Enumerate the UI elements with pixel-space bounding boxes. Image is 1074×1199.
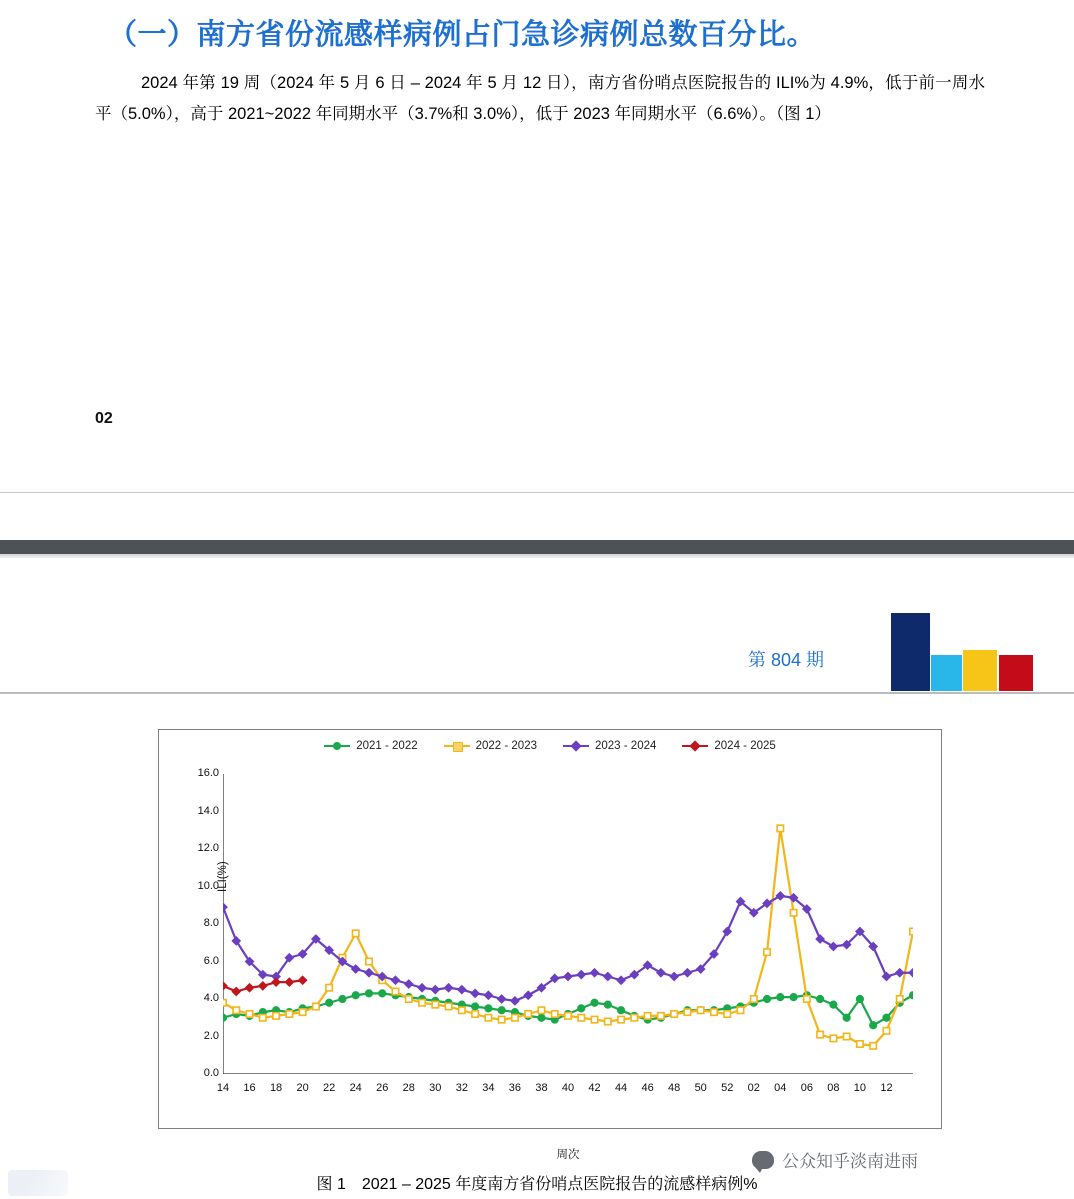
series-marker-0 bbox=[379, 990, 386, 997]
series-marker-1 bbox=[817, 1031, 823, 1037]
series-marker-1 bbox=[246, 1011, 252, 1017]
series-marker-1 bbox=[870, 1043, 876, 1049]
x-tick-label: 24 bbox=[349, 1082, 362, 1094]
series-marker-1 bbox=[299, 1009, 305, 1015]
series-marker-1 bbox=[737, 1007, 743, 1013]
y-tick-label: 10.0 bbox=[197, 879, 219, 892]
body-paragraph bbox=[95, 68, 985, 130]
watermark-text: 公众知乎淡南进雨 bbox=[782, 1152, 918, 1171]
series-marker-2 bbox=[351, 965, 359, 973]
series-marker-2 bbox=[564, 972, 572, 980]
series-marker-1 bbox=[352, 930, 358, 936]
chart-plot-area bbox=[197, 767, 913, 1161]
series-marker-1 bbox=[406, 996, 412, 1002]
x-tick-label: 44 bbox=[614, 1082, 628, 1094]
series-marker-1 bbox=[565, 1013, 571, 1019]
series-marker-0 bbox=[538, 1014, 545, 1021]
series-marker-1 bbox=[445, 1003, 451, 1009]
document-page-bottom bbox=[0, 558, 1074, 1199]
series-marker-1 bbox=[326, 985, 332, 991]
page-number: 02 bbox=[95, 410, 113, 427]
series-marker-2 bbox=[896, 969, 904, 977]
x-tick-label: 18 bbox=[269, 1082, 283, 1094]
legend-item-2024-2025 bbox=[682, 740, 775, 752]
series-marker-0 bbox=[591, 999, 598, 1006]
figure-caption: 图 1 2021 – 2025 年度南方省份哨点医院报告的流感样病例% bbox=[316, 1176, 758, 1193]
series-marker-1 bbox=[233, 1007, 239, 1013]
series-marker-1 bbox=[459, 1007, 465, 1013]
series-marker-1 bbox=[724, 1011, 730, 1017]
flag-red-icon bbox=[999, 655, 1033, 691]
x-tick-label: 30 bbox=[429, 1082, 442, 1094]
header-divider bbox=[0, 692, 1074, 694]
y-tick-label: 6.0 bbox=[203, 954, 219, 967]
y-tick-label: 4.0 bbox=[203, 992, 219, 1004]
series-marker-1 bbox=[897, 996, 903, 1002]
series-marker-3 bbox=[223, 982, 227, 990]
x-tick-label: 04 bbox=[774, 1082, 787, 1094]
series-marker-1 bbox=[804, 996, 810, 1002]
series-marker-0 bbox=[777, 994, 784, 1001]
y-tick-label: 16.0 bbox=[197, 767, 219, 779]
x-tick-label: 22 bbox=[323, 1082, 336, 1094]
legend-swatch-2022-2023 bbox=[444, 745, 470, 747]
series-marker-2 bbox=[670, 972, 678, 980]
legend-label: 2023 - 2024 bbox=[595, 740, 657, 752]
series-marker-2 bbox=[683, 969, 691, 977]
x-tick-label: 12 bbox=[880, 1082, 893, 1094]
legend-item-2022-2023 bbox=[444, 740, 537, 752]
series-marker-1 bbox=[671, 1011, 677, 1017]
legend-item-2021-2022 bbox=[324, 740, 417, 752]
series-marker-1 bbox=[260, 1015, 266, 1021]
watermark bbox=[752, 1147, 918, 1172]
x-tick-label: 36 bbox=[508, 1082, 522, 1094]
series-marker-2 bbox=[776, 892, 784, 900]
legend-item-2023-2024 bbox=[563, 740, 656, 752]
series-marker-2 bbox=[405, 980, 413, 988]
series-marker-1 bbox=[392, 988, 398, 994]
series-marker-3 bbox=[232, 987, 240, 995]
series-marker-0 bbox=[472, 1003, 479, 1010]
legend-swatch-2024-2025 bbox=[682, 745, 708, 747]
series-marker-0 bbox=[763, 995, 770, 1002]
x-tick-label: 28 bbox=[402, 1082, 415, 1094]
x-tick-label: 26 bbox=[376, 1082, 389, 1094]
series-marker-2 bbox=[882, 972, 890, 980]
series-marker-0 bbox=[843, 1014, 850, 1021]
series-marker-2 bbox=[497, 995, 505, 1003]
series-marker-1 bbox=[697, 1007, 703, 1013]
y-axis-title: ILI(%) bbox=[217, 861, 229, 892]
series-marker-1 bbox=[485, 1015, 491, 1021]
series-marker-1 bbox=[631, 1015, 637, 1021]
series-marker-1 bbox=[777, 825, 783, 831]
series-marker-2 bbox=[577, 970, 585, 978]
series-marker-0 bbox=[339, 995, 346, 1002]
x-tick-label: 50 bbox=[694, 1082, 707, 1094]
series-marker-1 bbox=[658, 1013, 664, 1019]
legend-label: 2024 - 2025 bbox=[714, 740, 776, 752]
flag-cyan-icon bbox=[931, 655, 962, 691]
x-tick-label: 16 bbox=[243, 1082, 256, 1094]
series-marker-0 bbox=[830, 1001, 837, 1008]
series-marker-0 bbox=[604, 1001, 611, 1008]
series-marker-2 bbox=[431, 985, 439, 993]
series-marker-1 bbox=[883, 1028, 889, 1034]
series-marker-2 bbox=[484, 991, 492, 999]
series-marker-0 bbox=[365, 990, 372, 997]
series-marker-1 bbox=[578, 1015, 584, 1021]
y-tick-label: 12.0 bbox=[197, 842, 219, 854]
series-marker-1 bbox=[223, 1000, 226, 1006]
series-marker-3 bbox=[298, 976, 306, 984]
x-tick-label: 20 bbox=[296, 1082, 309, 1094]
series-marker-1 bbox=[273, 1013, 279, 1019]
x-tick-label: 34 bbox=[482, 1082, 495, 1094]
series-marker-2 bbox=[604, 972, 612, 980]
series-marker-2 bbox=[909, 969, 913, 977]
series-marker-1 bbox=[366, 958, 372, 964]
series-marker-1 bbox=[591, 1016, 597, 1022]
series-marker-0 bbox=[909, 992, 913, 999]
series-marker-2 bbox=[444, 984, 452, 992]
page-gap bbox=[0, 493, 1074, 540]
legend-label: 2022 - 2023 bbox=[475, 740, 537, 752]
series-marker-1 bbox=[498, 1016, 504, 1022]
series-marker-2 bbox=[524, 991, 532, 999]
corner-decoration bbox=[8, 1170, 68, 1196]
series-marker-1 bbox=[419, 1000, 425, 1006]
series-marker-0 bbox=[790, 994, 797, 1001]
series-marker-1 bbox=[286, 1011, 292, 1017]
series-marker-2 bbox=[418, 984, 426, 992]
series-marker-1 bbox=[552, 1011, 558, 1017]
series-marker-3 bbox=[245, 984, 253, 992]
issue-label: 第 804 期 bbox=[748, 650, 825, 670]
series-marker-0 bbox=[498, 1007, 505, 1014]
series-marker-1 bbox=[313, 1003, 319, 1009]
series-marker-1 bbox=[644, 1013, 650, 1019]
series-marker-1 bbox=[830, 1035, 836, 1041]
x-tick-label: 32 bbox=[455, 1082, 468, 1094]
series-marker-1 bbox=[751, 996, 757, 1002]
series-marker-1 bbox=[525, 1011, 531, 1017]
flag-gold-icon bbox=[963, 650, 997, 691]
series-marker-3 bbox=[272, 978, 280, 986]
x-tick-label: 38 bbox=[535, 1082, 548, 1094]
series-marker-2 bbox=[816, 935, 824, 943]
series-marker-1 bbox=[857, 1041, 863, 1047]
series-marker-0 bbox=[352, 992, 359, 999]
document-page-top bbox=[0, 0, 1074, 500]
wechat-icon bbox=[752, 1151, 774, 1169]
series-marker-2 bbox=[617, 976, 625, 984]
series-marker-0 bbox=[617, 1007, 624, 1014]
chart-svg bbox=[223, 774, 913, 1074]
page-title: （一）南方省份流感样病例占门急诊病例总数百分比。 bbox=[108, 19, 817, 51]
series-marker-0 bbox=[326, 999, 333, 1006]
legend-swatch-2021-2022 bbox=[324, 745, 350, 747]
legend-label: 2021 - 2022 bbox=[356, 740, 418, 752]
page-separator-band bbox=[0, 540, 1074, 554]
y-tick-label: 8.0 bbox=[203, 917, 219, 929]
series-marker-1 bbox=[843, 1033, 849, 1039]
series-marker-0 bbox=[856, 995, 863, 1002]
series-marker-1 bbox=[472, 1011, 478, 1017]
chart-legend bbox=[159, 740, 941, 752]
y-tick-label: 2.0 bbox=[203, 1029, 219, 1042]
series-marker-0 bbox=[578, 1005, 585, 1012]
series-marker-2 bbox=[657, 969, 665, 977]
series-marker-1 bbox=[432, 1001, 438, 1007]
series-marker-1 bbox=[790, 910, 796, 916]
y-tick-label: 14.0 bbox=[197, 804, 219, 817]
series-marker-2 bbox=[365, 969, 373, 977]
x-tick-label: 46 bbox=[641, 1082, 654, 1094]
series-marker-1 bbox=[605, 1018, 611, 1024]
series-marker-1 bbox=[910, 928, 913, 934]
series-marker-2 bbox=[511, 997, 519, 1005]
x-tick-label: 08 bbox=[827, 1082, 840, 1094]
paragraph-text: 2024 年第 19 周（2024 年 5 月 6 日 – 2024 年 5 月 12 日），南方省份哨点医院报告的 ILI%为 4.9%，低于前一周水平（5.0%），高于 2021~2022 年同期水平（3.7%和 3.0%），低于 2023 年同期水平（6.6%）。（图 1） bbox=[95, 74, 985, 123]
series-marker-0 bbox=[870, 1022, 877, 1029]
series-marker-0 bbox=[223, 1014, 227, 1021]
x-tick-label: 40 bbox=[561, 1082, 575, 1094]
series-marker-2 bbox=[458, 985, 466, 993]
series-marker-1 bbox=[538, 1007, 544, 1013]
series-marker-3 bbox=[259, 982, 267, 990]
series-marker-1 bbox=[684, 1009, 690, 1015]
y-tick-label: 0.0 bbox=[203, 1067, 219, 1079]
x-tick-label: 48 bbox=[668, 1082, 681, 1094]
x-axis-title: 周次 bbox=[556, 1149, 580, 1161]
series-marker-2 bbox=[391, 976, 399, 984]
x-tick-label: 10 bbox=[853, 1082, 867, 1094]
flag-navy-icon bbox=[891, 613, 930, 691]
legend-swatch-2023-2024 bbox=[563, 745, 589, 747]
series-marker-1 bbox=[512, 1015, 518, 1021]
series-marker-1 bbox=[618, 1016, 624, 1022]
series-marker-3 bbox=[285, 978, 293, 986]
series-marker-0 bbox=[883, 1014, 890, 1021]
series-marker-2 bbox=[829, 942, 837, 950]
x-tick-label: 06 bbox=[800, 1082, 813, 1094]
x-tick-label: 02 bbox=[747, 1082, 760, 1094]
x-tick-label: 42 bbox=[588, 1082, 601, 1094]
series-marker-1 bbox=[764, 949, 770, 955]
x-tick-label: 14 bbox=[216, 1082, 230, 1094]
series-marker-2 bbox=[590, 969, 598, 977]
x-tick-label: 52 bbox=[721, 1082, 734, 1094]
series-marker-2 bbox=[471, 989, 479, 997]
chart-container bbox=[158, 729, 942, 1161]
series-marker-0 bbox=[485, 1005, 492, 1012]
series-marker-1 bbox=[711, 1009, 717, 1015]
series-marker-0 bbox=[817, 995, 824, 1002]
